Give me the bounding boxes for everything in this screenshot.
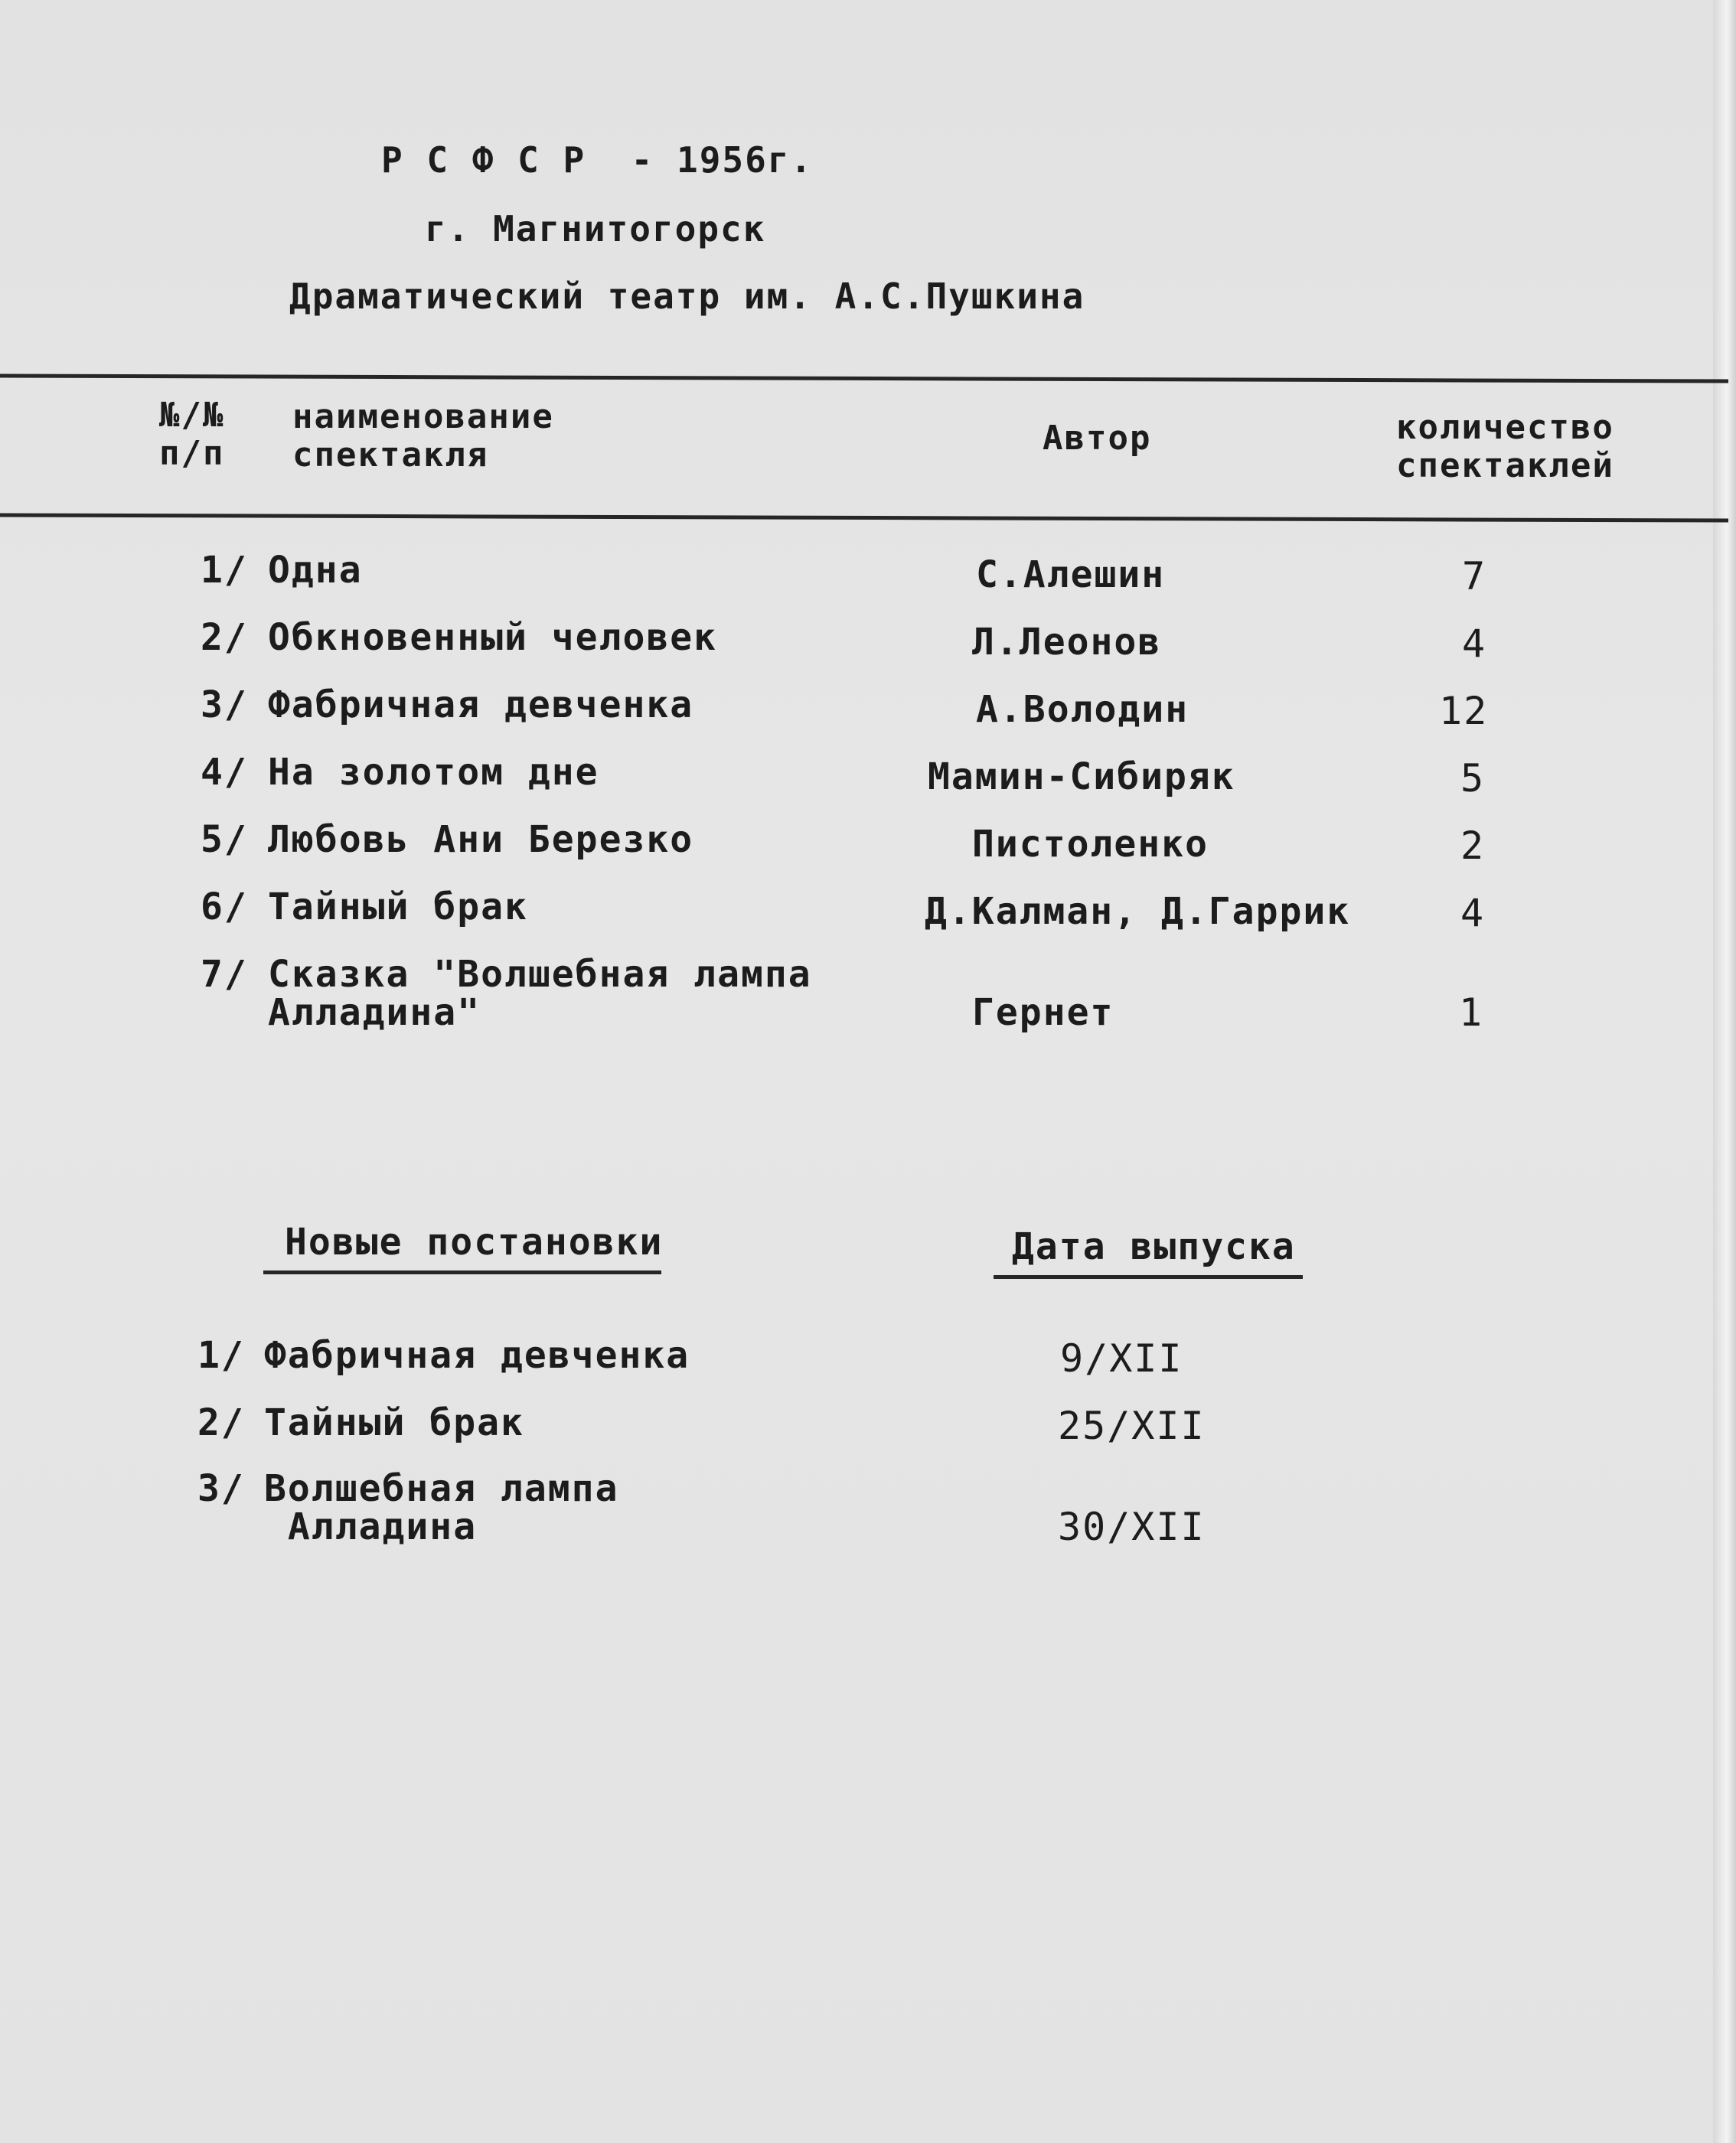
new-productions-underline <box>263 1270 661 1274</box>
row-author: Д.Калман, Д.Гаррик <box>925 890 1351 933</box>
item-date: 9/XII <box>1060 1336 1183 1381</box>
row-author: С.Алешин <box>976 553 1166 596</box>
row-title: Обкновенный человек <box>268 616 718 659</box>
column-header-count: количество спектаклей <box>1396 408 1614 485</box>
row-author: Пистоленко <box>972 823 1209 866</box>
release-date-underline <box>994 1275 1303 1279</box>
row-count: 5 <box>1460 756 1486 801</box>
row-count: 4 <box>1462 621 1487 666</box>
row-index: 2/ <box>201 616 248 659</box>
item-title: Фабричная девченка <box>264 1334 690 1377</box>
item-index: 2/ <box>197 1401 245 1444</box>
row-count: 1 <box>1459 990 1484 1035</box>
row-count: 2 <box>1460 824 1486 868</box>
header-republic-year: Р С Ф С Р - 1956г. <box>381 139 814 181</box>
row-author: Гернет <box>972 991 1114 1034</box>
row-title: Сказка "Волшебная лампа Алладина" <box>268 953 812 1034</box>
header-city: г. Магнитогорск <box>425 208 766 250</box>
release-date-heading: Дата выпуска <box>1012 1225 1296 1268</box>
item-title: Волшебная лампа Алладина <box>264 1467 619 1548</box>
item-index: 3/ <box>197 1467 245 1510</box>
row-title: Тайный брак <box>268 886 528 928</box>
page-edge <box>1713 0 1736 2143</box>
row-index: 5/ <box>201 818 248 861</box>
column-header-number: №/№ п/п <box>159 396 225 473</box>
row-index: 1/ <box>201 549 248 592</box>
row-author: Л.Леонов <box>972 621 1162 664</box>
row-title: Фабричная девченка <box>268 683 694 726</box>
row-count: 12 <box>1439 689 1489 733</box>
row-count: 7 <box>1462 554 1487 599</box>
item-index: 1/ <box>197 1334 245 1377</box>
column-header-title: наименование спектакля <box>292 397 554 475</box>
row-index: 7/ <box>201 953 248 996</box>
row-author: А.Володин <box>976 688 1189 731</box>
row-count: 4 <box>1460 891 1486 935</box>
header-theatre: Драматический театр им. А.С.Пушкина <box>289 276 1085 317</box>
item-date: 25/XII <box>1058 1404 1206 1448</box>
column-header-author: Автор <box>1043 419 1152 458</box>
item-date: 30/XII <box>1058 1505 1206 1549</box>
row-title: Любовь Ани Березко <box>268 818 694 861</box>
row-index: 3/ <box>201 683 248 726</box>
new-productions-heading: Новые постановки <box>285 1221 664 1264</box>
row-index: 4/ <box>201 751 248 794</box>
item-title: Тайный брак <box>264 1401 524 1444</box>
row-author: Мамин-Сибиряк <box>928 755 1235 798</box>
row-index: 6/ <box>201 886 248 928</box>
row-title: Одна <box>268 549 363 592</box>
row-title: На золотом дне <box>268 751 599 794</box>
